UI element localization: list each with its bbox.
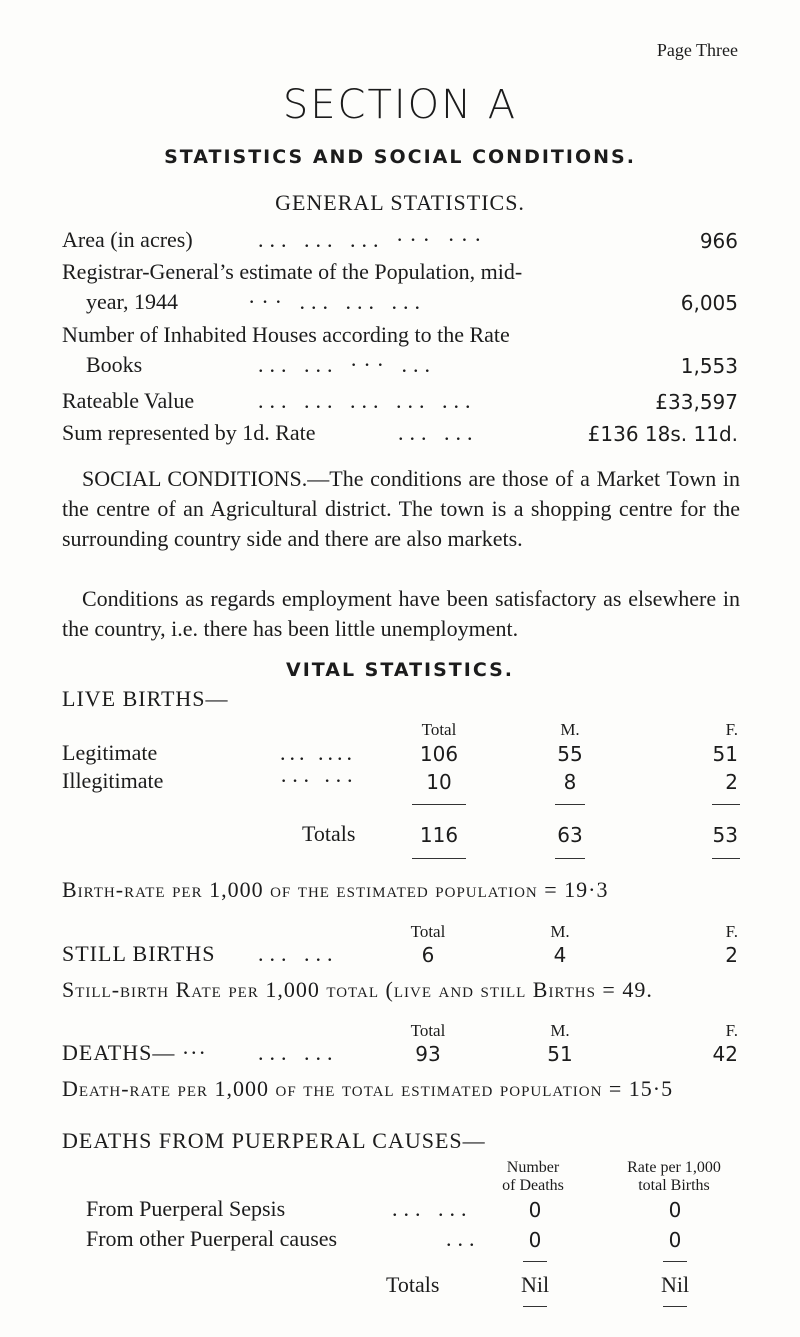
legitimate-f: 51 [712,742,738,766]
puerperal-other-number: 0 [528,1228,542,1252]
still-births-f: 2 [725,943,738,967]
houses-label-line1: Number of Inhabited Houses according to the Rate [62,322,510,347]
area-label: Area (in acres) [62,227,193,252]
still-births-heading: STILL BIRTHS [62,941,216,966]
puerperal-number-rule-top [523,1261,547,1262]
still-births-m: 4 [553,943,567,967]
employment-paragraph: Conditions as regards employment have been satisfactory as elsewhere in the country, i.e. there has been little unemployment. [62,586,740,641]
rateable-label: Rateable Value [62,388,195,413]
puerperal-totals-label: Totals [386,1272,440,1297]
legitimate-total: 106 [419,742,459,766]
f-rule-bottom [712,858,740,859]
legitimate-m: 55 [557,742,583,766]
page-label: Page Three [656,40,738,60]
population-value: 6,005 [680,291,738,315]
area-value: 966 [699,229,738,253]
rateable-value: £33,597 [655,390,738,414]
live-births-col-total: Total [421,720,457,739]
population-label-line1: Registrar-General’s estimate of the Population, mid- [62,259,523,284]
puerperal-other-rate: 0 [668,1228,682,1252]
deaths-dots: ... ... [258,1040,339,1065]
puerperal-sepsis-dots: ... ... [392,1196,473,1221]
sum-label: Sum represented by 1d. Rate [62,420,316,445]
illegitimate-dots: ··· ··· [280,768,358,793]
illegitimate-label: Illegitimate [62,768,164,793]
live-births-totals-total: 116 [419,823,459,847]
general-statistics-heading: GENERAL STATISTICS. [275,190,525,215]
area-dots: ... ... ... ··· ··· [258,227,488,252]
still-births-dots: ... ... [258,941,339,966]
population-dots: ··· ... ... ... [248,289,426,314]
live-births-col-f: F. [725,720,738,739]
puerperal-totals-number: Nil [520,1272,550,1297]
puerperal-other-label: From other Puerperal causes [86,1226,338,1251]
live-births-totals-f: 53 [712,823,738,847]
m-rule-bottom [555,858,585,859]
still-births-total: 6 [421,943,435,967]
puerperal-number-rule-bottom [523,1306,547,1307]
illegitimate-m: 8 [563,770,577,794]
deaths-col-m: M. [550,1021,570,1040]
vital-statistics-heading: VITAL STATISTICS. [285,659,515,681]
deaths-m: 51 [547,1042,573,1066]
live-births-totals-label: Totals [302,821,356,846]
social-conditions-paragraph: SOCIAL CONDITIONS.—The conditions are those of a Market Town in the centre of an Agricultural district. The town is a shopping centre for the surrounding country side and there are also markets. [62,466,740,551]
puerperal-rate-rule-top [663,1261,687,1262]
m-rule-top [555,804,585,805]
houses-dots: ... ... ··· ... [258,352,436,377]
still-births-col-f: F. [725,922,738,941]
total-rule-top [412,804,466,805]
puerperal-col-rate-line1: Rate per 1,000 [627,1159,721,1176]
puerperal-rate-rule-bottom [663,1306,687,1307]
deaths-f: 42 [712,1042,738,1066]
puerperal-col-number-line2: of Deaths [502,1177,564,1194]
section-title: SECTION A [282,82,518,128]
puerperal-col-rate-line2: total Births [638,1177,710,1194]
houses-value: 1,553 [680,354,738,378]
total-rule-bottom [412,858,466,859]
puerperal-sepsis-label: From Puerperal Sepsis [86,1196,286,1221]
rateable-dots: ... ... ... ... ... [258,388,477,413]
still-births-col-total: Total [410,922,446,941]
puerperal-sepsis-number: 0 [528,1198,542,1222]
f-rule-top [712,804,740,805]
puerperal-other-dots: ... [446,1226,481,1251]
deaths-total: 93 [415,1042,441,1066]
sum-dots: ... ... [398,420,479,445]
birth-rate-line: Birth-rate per 1,000 of the estimated population = 19·3 [62,877,609,902]
deaths-col-f: F. [725,1021,738,1040]
still-birth-rate-line: Still-birth Rate per 1,000 total (live and still Births = 49. [62,977,653,1002]
puerperal-col-number-line1: Number [506,1159,560,1176]
illegitimate-f: 2 [725,770,738,794]
legitimate-label: Legitimate [62,740,158,765]
legitimate-dots: ... .... [280,740,356,765]
sum-value: £136 18s. 11d. [587,422,738,446]
puerperal-sepsis-rate: 0 [668,1198,682,1222]
deaths-col-total: Total [410,1021,446,1040]
illegitimate-total: 10 [426,770,452,794]
death-rate-line: Death-rate per 1,000 of the total estimated population = 15·5 [62,1076,674,1101]
puerperal-totals-rate: Nil [660,1272,690,1297]
population-label-line2: year, 1944 [86,289,178,314]
live-births-col-m: M. [560,720,580,739]
live-births-heading: LIVE BIRTHS— [62,686,229,711]
puerperal-heading: DEATHS FROM PUERPERAL CAUSES— [62,1128,486,1153]
houses-label-line2: Books [86,352,143,377]
live-births-totals-m: 63 [557,823,583,847]
still-births-col-m: M. [550,922,570,941]
main-heading: STATISTICS AND SOCIAL CONDITIONS. [164,146,636,168]
deaths-heading: DEATHS— ··· [62,1040,207,1065]
